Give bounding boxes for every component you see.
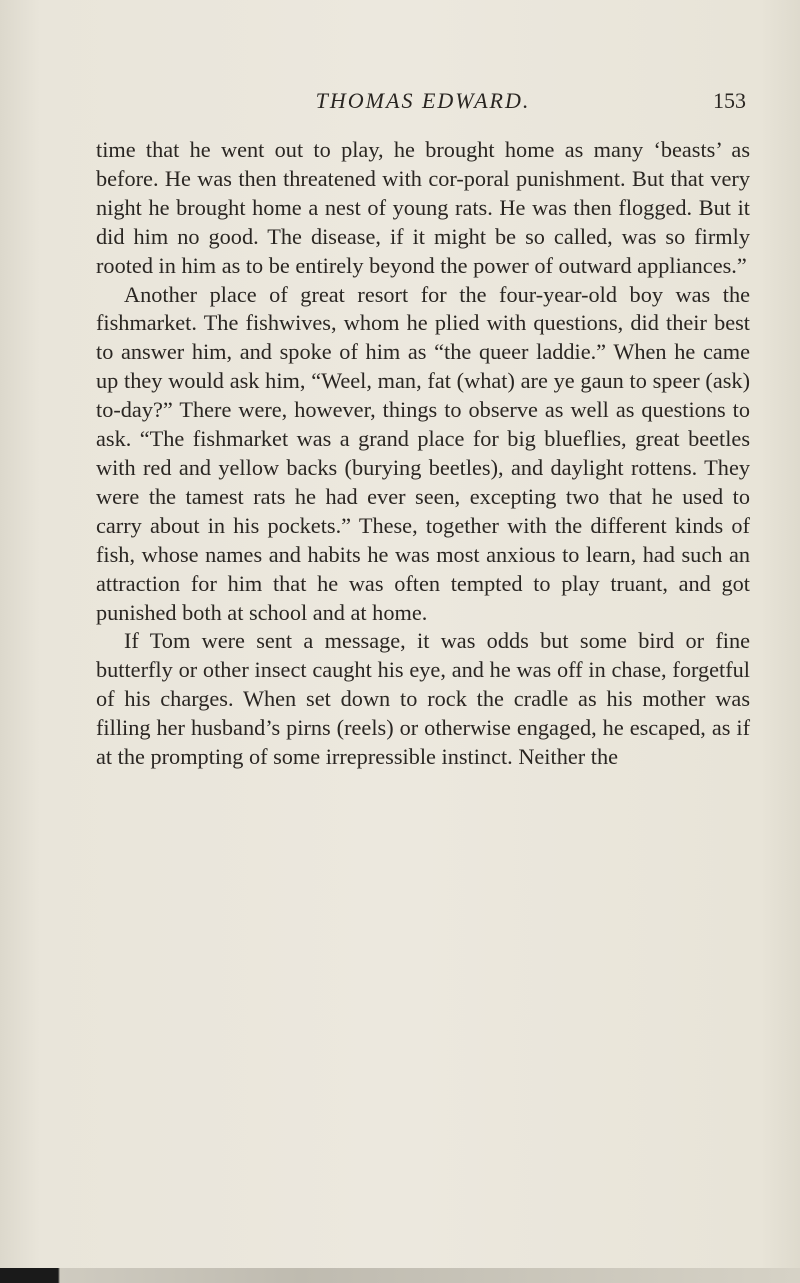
scan-edge xyxy=(0,1268,800,1283)
paragraph-continued: time that he went out to play, he brought home as many ‘beasts’ as before. He was then threatened with cor-poral punishment. But that very night he brought home a nest of young rats. He was then flogged. But it did him no good. The disease, if it might be so called, was so firmly rooted in him as to be entirely beyond the power of outward appliances.” xyxy=(96,137,750,278)
page-number: 153 xyxy=(713,88,746,113)
page-header xyxy=(96,88,750,122)
paragraph-message: If Tom were sent a message, it was odds but some bird or fine butterfly or other insect caught his eye, and he was off in chase, forgetful of his charges. When set down to rock the cradle as his mother was filling her husband’s pirns (reels) or otherwise engaged, he escaped, as if at the prompting of some irrepressible instinct. Neither the xyxy=(96,628,750,770)
running-title: THOMAS EDWARD. xyxy=(315,88,531,113)
body-text xyxy=(96,136,750,772)
paragraph-fishmarket: Another place of great resort for the four-year-old boy was the fishmarket. The fishwives, whom he plied with questions, did their best to answer him, and spoke of him as “the queer laddie.” When he came up they would ask him, “Weel, man, fat (what) are ye gaun to speer (ask) to-day?” There were, however, things to observe as well as questions to ask. “The fishmarket was a grand place for big blueflies, great beetles with red and yellow backs (burying beetles), and daylight rottens. They were the tamest rats he had ever seen, excepting two that he used to carry about in his pockets.” These, together with the different kinds of fish, whose names and habits he was most anxious to learn, had such an attraction for him that he was often tempted to play truant, and got punished both at school and at home. xyxy=(96,281,750,625)
